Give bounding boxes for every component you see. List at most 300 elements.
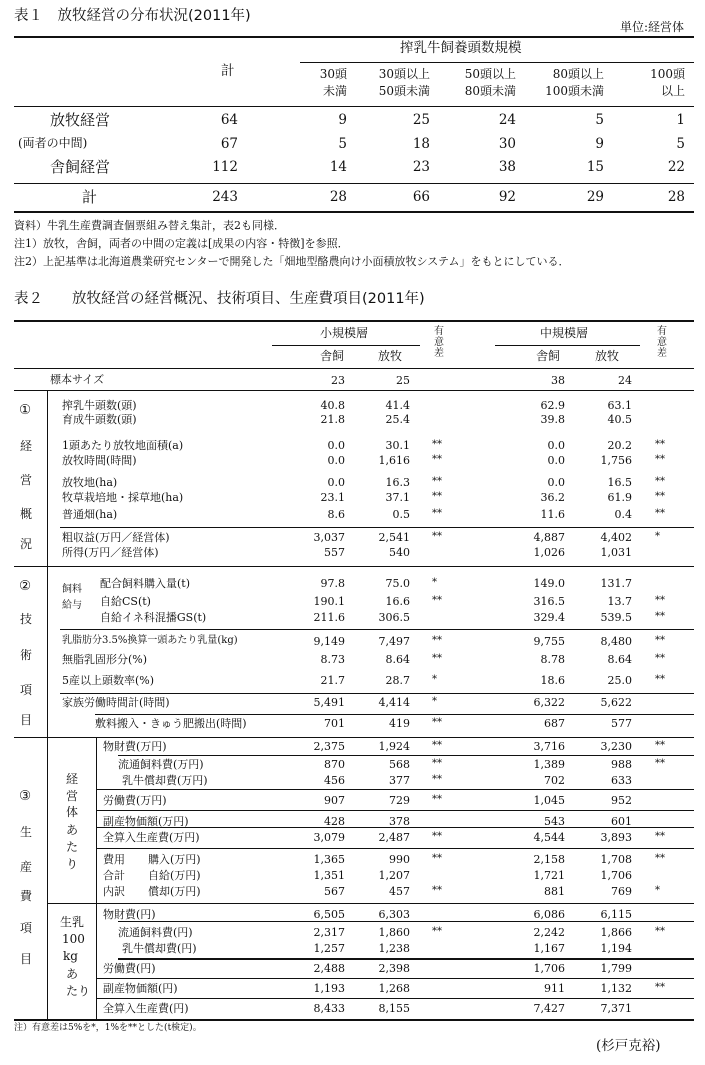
table1-cell: 112 (212, 159, 238, 175)
sub-farm-char: 営 (66, 789, 79, 803)
table2-cell: 16.6 (385, 595, 410, 608)
sub-milk-label: あ (66, 967, 79, 981)
table2-title: 表２ 放牧経営の経営概況、技術項目、生産費項目(2011年) (14, 291, 425, 307)
table2-cell: 306.5 (378, 611, 410, 624)
section-name-char: 産 (20, 860, 33, 874)
table2-row-label: 配合飼料購入量(t) (100, 577, 191, 590)
table2-cell: 543 (544, 815, 565, 828)
table2-cell: 1,167 (533, 942, 565, 955)
table2-cell: 7,371 (600, 1002, 632, 1015)
section1-rule (14, 566, 694, 567)
table2-row-label: 乳牛償却費(万円) (122, 774, 208, 787)
table2-row-label: 5産以上頭数率(%) (62, 674, 155, 687)
table1-cell: 67 (220, 136, 238, 152)
table2-cell: 1,706 (533, 962, 565, 975)
table2-cell: 952 (611, 794, 632, 807)
table2-row-label: 物財費(万円) (103, 740, 167, 753)
table1-subheader: 100頭 (650, 67, 685, 81)
section-name-char: 項 (20, 683, 33, 697)
col-grazing-medium: 放牧 (595, 349, 620, 363)
table2-cell: ** (655, 758, 665, 769)
table2-cell: ** (432, 926, 442, 937)
table1-cell: 66 (412, 189, 430, 205)
table2-row-label: 粗収益(万円／経営体) (62, 531, 170, 544)
table2-cell: 2,487 (378, 831, 410, 844)
table2-cell: 20.2 (607, 439, 632, 452)
table2-cell: 4,544 (533, 831, 565, 844)
table2-cell: ** (655, 476, 665, 487)
table2-cell: ** (432, 635, 442, 646)
table1-subheader: 100頭未満 (545, 84, 604, 98)
table1-row-label: 計 (82, 188, 98, 206)
table2-cell: 97.8 (320, 577, 345, 590)
table2-cell: 568 (389, 758, 410, 771)
table2-cell: 0.0 (327, 439, 345, 452)
table2-cell: * (655, 885, 660, 896)
table2-row-label: 敷料搬入・きゅう肥搬出(時間) (95, 717, 247, 730)
table2-cell: ** (655, 853, 665, 864)
table2-cell: 62.9 (540, 399, 565, 412)
table2-cell: 3,079 (313, 831, 345, 844)
table1-cell: 24 (498, 112, 516, 128)
table2-cell: 30.1 (385, 439, 410, 452)
table1-cell: 29 (586, 189, 604, 205)
table1-title: 表１ 放牧経営の分布状況(2011年) (14, 8, 251, 24)
table2-header-rule (14, 368, 694, 369)
table2-cell: 457 (389, 885, 410, 898)
table2-cell: 8.73 (320, 653, 345, 666)
section-name-char: 技 (20, 612, 33, 626)
table2-cell: 6,322 (533, 696, 565, 709)
table2-cell: ** (655, 491, 665, 502)
table2-row-label: 放牧時間(時間) (62, 454, 137, 467)
table2-cell: 63.1 (607, 399, 632, 412)
table2-cell: 378 (389, 815, 410, 828)
row-rule (96, 978, 694, 979)
table2-cell: 702 (544, 774, 565, 787)
table2-cell: 1,268 (378, 982, 410, 995)
group-medium-label: 中規模層 (540, 326, 589, 340)
table2-cell: ** (655, 740, 665, 751)
table2-row-label: 労働費(円) (103, 962, 156, 975)
table2-cell: ** (432, 531, 442, 542)
table2-cell: 456 (324, 774, 345, 787)
sub-milk-label: 生乳 (60, 915, 85, 929)
sub-milk-label: 100 (62, 932, 85, 946)
table2-cell: 25.0 (607, 674, 632, 687)
table2-cell: 2,375 (313, 740, 345, 753)
table2-cell: 567 (324, 885, 345, 898)
table2-cell: 4,402 (600, 531, 632, 544)
table2-cell: ** (655, 508, 665, 519)
table2-cell: 1,207 (378, 869, 410, 882)
table2-cell: ** (655, 831, 665, 842)
table1-note: 注1）放牧，舎飼，両者の中間の定義は[成果の内容・特徴]を参照． (14, 237, 349, 250)
table2-cell: 377 (389, 774, 410, 787)
table2-row-label: 全算入生産費(万円) (103, 831, 200, 844)
table2-cell: 1,756 (600, 454, 632, 467)
table2-cell: 701 (324, 717, 345, 730)
table2-row-label: 物財費(円) (103, 908, 156, 921)
table2-row-label: 搾乳牛頭数(頭) (62, 399, 137, 412)
table1-subheader: 80頭以上 (552, 67, 604, 81)
subsection-divider (96, 737, 97, 1019)
table2-cell: 1,238 (378, 942, 410, 955)
table2-cell: 1,389 (533, 758, 565, 771)
table1-total-rule (14, 183, 694, 184)
table2-cell: * (432, 577, 437, 588)
table2-cell: 211.6 (313, 611, 345, 624)
table2-cell: 1,706 (600, 869, 632, 882)
table2-cell: 2,242 (533, 926, 565, 939)
table2-row-label: 育成牛頭数(頭) (62, 413, 137, 426)
table2-cell: 41.4 (385, 399, 410, 412)
table1-header-rule (14, 106, 694, 107)
table2-cell: 1,257 (313, 942, 345, 955)
table1-cell: 5 (676, 136, 685, 152)
cost-prefix-label: 内訳 (103, 885, 125, 898)
section-name-char: 目 (20, 713, 33, 727)
table2-cell: 36.2 (540, 491, 565, 504)
table2-footnote: 注）有意差は5%を*，1%を**とした(t検定)。 (14, 1023, 202, 1033)
group-small-label: 小規模層 (320, 326, 369, 340)
table2-row-label: 普通畑(ha) (62, 508, 118, 521)
table2-cell: 8.6 (327, 508, 345, 521)
table2-cell: ** (432, 794, 442, 805)
table2-cell: 557 (324, 546, 345, 559)
table2-cell: ** (432, 758, 442, 769)
table2-row-label: 全算入生産費(円) (103, 1002, 189, 1015)
table2-cell: * (432, 696, 437, 707)
table1-cell: 28 (329, 189, 347, 205)
table1-cell: 5 (595, 112, 604, 128)
table2-cell: 4,414 (378, 696, 410, 709)
col-grazing-small: 放牧 (378, 349, 403, 363)
table2-row-label: 自給(万円) (148, 869, 201, 882)
table2-cell: ** (432, 831, 442, 842)
table2-cell: ** (432, 508, 442, 519)
sub-milk-label: たり (66, 984, 91, 998)
table2-cell: ** (432, 885, 442, 896)
table2-cell: 687 (544, 717, 565, 730)
table1-row-label: 舎飼経営 (50, 158, 111, 176)
table2-cell: 1,351 (313, 869, 345, 882)
table1-cell: 23 (412, 159, 430, 175)
table2-row-label: 労働費(万円) (103, 794, 167, 807)
table2-cell: ** (655, 454, 665, 465)
section1-divider (47, 390, 48, 566)
table2-cell: 39.8 (540, 413, 565, 426)
table2-cell: ** (432, 774, 442, 785)
table2-cell: 1,799 (600, 962, 632, 975)
table2-cell: 0.0 (327, 476, 345, 489)
sub-farm-char: 経 (66, 772, 79, 786)
table2-row-label: 流通飼料費(円) (118, 926, 193, 939)
table1-cell: 1 (676, 112, 685, 128)
table1-cell: 25 (412, 112, 430, 128)
table2-cell: ** (432, 853, 442, 864)
table2-cell: 633 (611, 774, 632, 787)
table2-cell: ** (432, 439, 442, 450)
table2-row-label: 自給CS(t) (100, 595, 151, 608)
table2-cell: 75.0 (385, 577, 410, 590)
row-rule (60, 527, 694, 528)
table1-subheader: 80頭未満 (464, 84, 516, 98)
table2-cell: 3,037 (313, 531, 345, 544)
table2-cell: 870 (324, 758, 345, 771)
table1-cell: 92 (498, 189, 516, 205)
table2-cell: 769 (611, 885, 632, 898)
sub-farm-char: あ (66, 823, 79, 837)
table1-cell: 9 (338, 112, 347, 128)
table2-cell: 2,317 (313, 926, 345, 939)
table1-subheader: 50頭以上 (464, 67, 516, 81)
table2-cell: ** (432, 454, 442, 465)
table2-cell: 1,860 (378, 926, 410, 939)
table2-row-label: 無脂乳固形分(%) (62, 653, 148, 666)
sub-farm-char: り (66, 857, 79, 871)
table2-cell: 907 (324, 794, 345, 807)
table2-cell: 1,866 (600, 926, 632, 939)
feed-supply-label: 飼料 (62, 584, 82, 595)
table2-cell: 23 (331, 374, 345, 387)
table2-row-label: 副産物価額(万円) (103, 815, 189, 828)
table2-cell: 2,541 (378, 531, 410, 544)
table2-cell: 6,115 (600, 908, 632, 921)
table2-cell: 25 (396, 374, 410, 387)
table2-cell: ** (655, 653, 665, 664)
table2-cell: 5,491 (313, 696, 345, 709)
table2-cell: 38 (551, 374, 565, 387)
table2-cell: 1,708 (600, 853, 632, 866)
table2-cell: ** (432, 595, 442, 606)
subsection-rule (47, 903, 694, 904)
table1-subheader: 未満 (322, 84, 347, 98)
section-mark: ② (19, 578, 32, 594)
section-name-char: 費 (20, 889, 33, 903)
table2-cell: 18.6 (540, 674, 565, 687)
table2-cell: 11.6 (540, 508, 565, 521)
table1-group-rule (300, 62, 694, 63)
table2-row-label: 乳脂肪分3.5%換算一頭あたり乳量(kg) (62, 635, 238, 646)
section-name-char: 概 (20, 507, 33, 521)
row-rule (60, 629, 694, 630)
table2-cell: 1,026 (533, 546, 565, 559)
table2-cell: 16.5 (607, 476, 632, 489)
feed-supply-label: 給与 (62, 600, 82, 611)
table2-cell: 428 (324, 815, 345, 828)
section3-divider (47, 737, 48, 1019)
table1-cell: 18 (412, 136, 430, 152)
table2-cell: 1,194 (600, 942, 632, 955)
table1-cell: 38 (498, 159, 516, 175)
table2-cell: * (655, 531, 660, 542)
table1-cell: 64 (220, 112, 238, 128)
table2-cell: 8,155 (378, 1002, 410, 1015)
table2-cell: 8.64 (607, 653, 632, 666)
table1-subheader: 50頭未満 (378, 84, 430, 98)
row-rule (96, 848, 694, 849)
table2-cell: 316.5 (533, 595, 565, 608)
table2-cell: ** (432, 476, 442, 487)
table1-cell: 28 (667, 189, 685, 205)
table2-row-label: 副産物価額(円) (103, 982, 178, 995)
section-name-char: 項 (20, 921, 33, 935)
table1-subheader: 30頭以上 (378, 67, 430, 81)
table2-cell: 28.7 (385, 674, 410, 687)
row-rule (95, 714, 694, 715)
table2-cell: 1,924 (378, 740, 410, 753)
table2-cell: 0.0 (327, 454, 345, 467)
table2-cell: 911 (544, 982, 565, 995)
table2-cell: 990 (389, 853, 410, 866)
table2-cell: 1,616 (378, 454, 410, 467)
table2-cell: 131.7 (600, 577, 632, 590)
table2-row-label: 放牧地(ha) (62, 476, 118, 489)
table2-cell: 21.7 (320, 674, 345, 687)
table2-cell: 0.5 (392, 508, 410, 521)
table2-cell: 1,045 (533, 794, 565, 807)
table2-cell: 577 (611, 717, 632, 730)
table2-cell: 0.4 (614, 508, 632, 521)
table2-cell: 1,721 (533, 869, 565, 882)
sig-header-medium: 有意差 (657, 326, 667, 359)
table1-note: 資料）牛乳生産費調査個票組み替え集計，表2も同様． (14, 219, 285, 232)
table2-cell: 8.78 (540, 653, 565, 666)
table2-cell: 9,755 (533, 635, 565, 648)
table2-cell: 1,031 (600, 546, 632, 559)
row-rule (96, 789, 694, 790)
section-name-char: 営 (20, 473, 33, 487)
table2-cell: 3,716 (533, 740, 565, 753)
section2-divider (47, 566, 48, 737)
sub-farm-char: 体 (66, 805, 79, 819)
group-medium-rule (495, 345, 640, 346)
row-rule (118, 958, 694, 960)
table2-cell: 5,622 (600, 696, 632, 709)
table2-cell: 8,433 (313, 1002, 345, 1015)
table2-row-label: 流通飼料費(万円) (118, 758, 204, 771)
row-rule (96, 998, 694, 999)
section-mark: ① (19, 402, 32, 418)
author-credit: (杉戸克裕) (596, 1038, 661, 1054)
table2-cell: 988 (611, 758, 632, 771)
table2-cell: 0.0 (547, 454, 565, 467)
table2-cell: 8.64 (385, 653, 410, 666)
table2-cell: 21.8 (320, 413, 345, 426)
section2-rule (14, 737, 694, 738)
table2-bottom-rule (14, 1019, 694, 1021)
table2-row-label: 家族労働時間計(時間) (62, 696, 170, 709)
table2-cell: 16.3 (385, 476, 410, 489)
table2-cell: * (432, 674, 437, 685)
section-mark: ③ (19, 788, 32, 804)
section-name-char: 況 (20, 537, 33, 551)
table2-row-label: 自給イネ科混播GS(t) (100, 611, 207, 624)
table1-cell: 243 (212, 189, 238, 205)
table2-cell: 881 (544, 885, 565, 898)
table2-cell: 40.5 (607, 413, 632, 426)
table1-subheader: 以上 (660, 84, 685, 98)
table2-cell: 6,303 (378, 908, 410, 921)
table1-cell: 5 (338, 136, 347, 152)
table2-cell: ** (432, 491, 442, 502)
table2-cell: 40.8 (320, 399, 345, 412)
table2-row-label: 乳牛償却費(円) (122, 942, 197, 955)
table2-cell: ** (432, 740, 442, 751)
col-housed-small: 舎飼 (320, 349, 345, 363)
table2-cell: 601 (611, 815, 632, 828)
table1-note: 注2）上記基準は北海道農業研究センターで開発した「畑地型酪農向け小面積放牧システム」をもとにしている． (14, 255, 570, 268)
sample-rule (14, 390, 694, 391)
table2-cell: ** (432, 717, 442, 728)
sub-milk-label: kg (63, 949, 78, 963)
table2-cell: ** (655, 635, 665, 646)
table2-row-label: 1頭あたり放牧地面積(a) (62, 439, 184, 452)
row-rule (60, 693, 694, 694)
table2-cell: 37.1 (385, 491, 410, 504)
table1-cell: 15 (586, 159, 604, 175)
table2-cell: 2,398 (378, 962, 410, 975)
table2-row-label: 購入(万円) (148, 853, 201, 866)
sig-header-small: 有意差 (434, 326, 444, 359)
col-housed-medium: 舎飼 (536, 349, 561, 363)
table2-cell: 539.5 (600, 611, 632, 624)
table1-cell: 9 (595, 136, 604, 152)
table2-cell: 3,893 (600, 831, 632, 844)
sub-farm-char: た (66, 840, 79, 854)
table2-cell: 8,480 (600, 635, 632, 648)
table1-row-label: 放牧経営 (50, 111, 111, 129)
table1-cell: 22 (667, 159, 685, 175)
section-name-char: 生 (20, 825, 33, 839)
group-small-rule (272, 345, 420, 346)
table2-cell: 149.0 (533, 577, 565, 590)
table2-top-rule (14, 320, 694, 322)
table2-cell: 540 (389, 546, 410, 559)
cost-prefix-label: 費用 (103, 853, 125, 866)
table1-top-rule (14, 36, 694, 38)
table1-row-label: (両者の中間) (18, 136, 88, 150)
table1-bottom-rule (14, 211, 694, 213)
table1-unit: 単位:経営体 (620, 20, 685, 34)
table1-header-group: 搾乳牛飼養頭数規模 (400, 40, 522, 56)
table1-header-total: 計 (221, 63, 235, 79)
table2-cell: 9,149 (313, 635, 345, 648)
table2-cell: 3,230 (600, 740, 632, 753)
table2-cell: 6,505 (313, 908, 345, 921)
table2-cell: ** (655, 439, 665, 450)
table2-cell: 190.1 (313, 595, 345, 608)
table1-subheader: 30頭 (319, 67, 347, 81)
row-rule (118, 755, 694, 756)
table2-cell: 2,488 (313, 962, 345, 975)
row-rule (96, 810, 694, 811)
table2-cell: 61.9 (607, 491, 632, 504)
section-name-char: 経 (20, 439, 33, 453)
table2-cell: 419 (389, 717, 410, 730)
table2-cell: ** (655, 595, 665, 606)
table2-cell: 23.1 (320, 491, 345, 504)
table2-cell: 729 (389, 794, 410, 807)
table2-cell: ** (432, 653, 442, 664)
row-rule (118, 921, 694, 922)
table2-cell: 0.0 (547, 476, 565, 489)
table1-cell: 30 (498, 136, 516, 152)
table2-cell: 2,158 (533, 853, 565, 866)
table1-cell: 14 (329, 159, 347, 175)
table2-cell: ** (655, 611, 665, 622)
